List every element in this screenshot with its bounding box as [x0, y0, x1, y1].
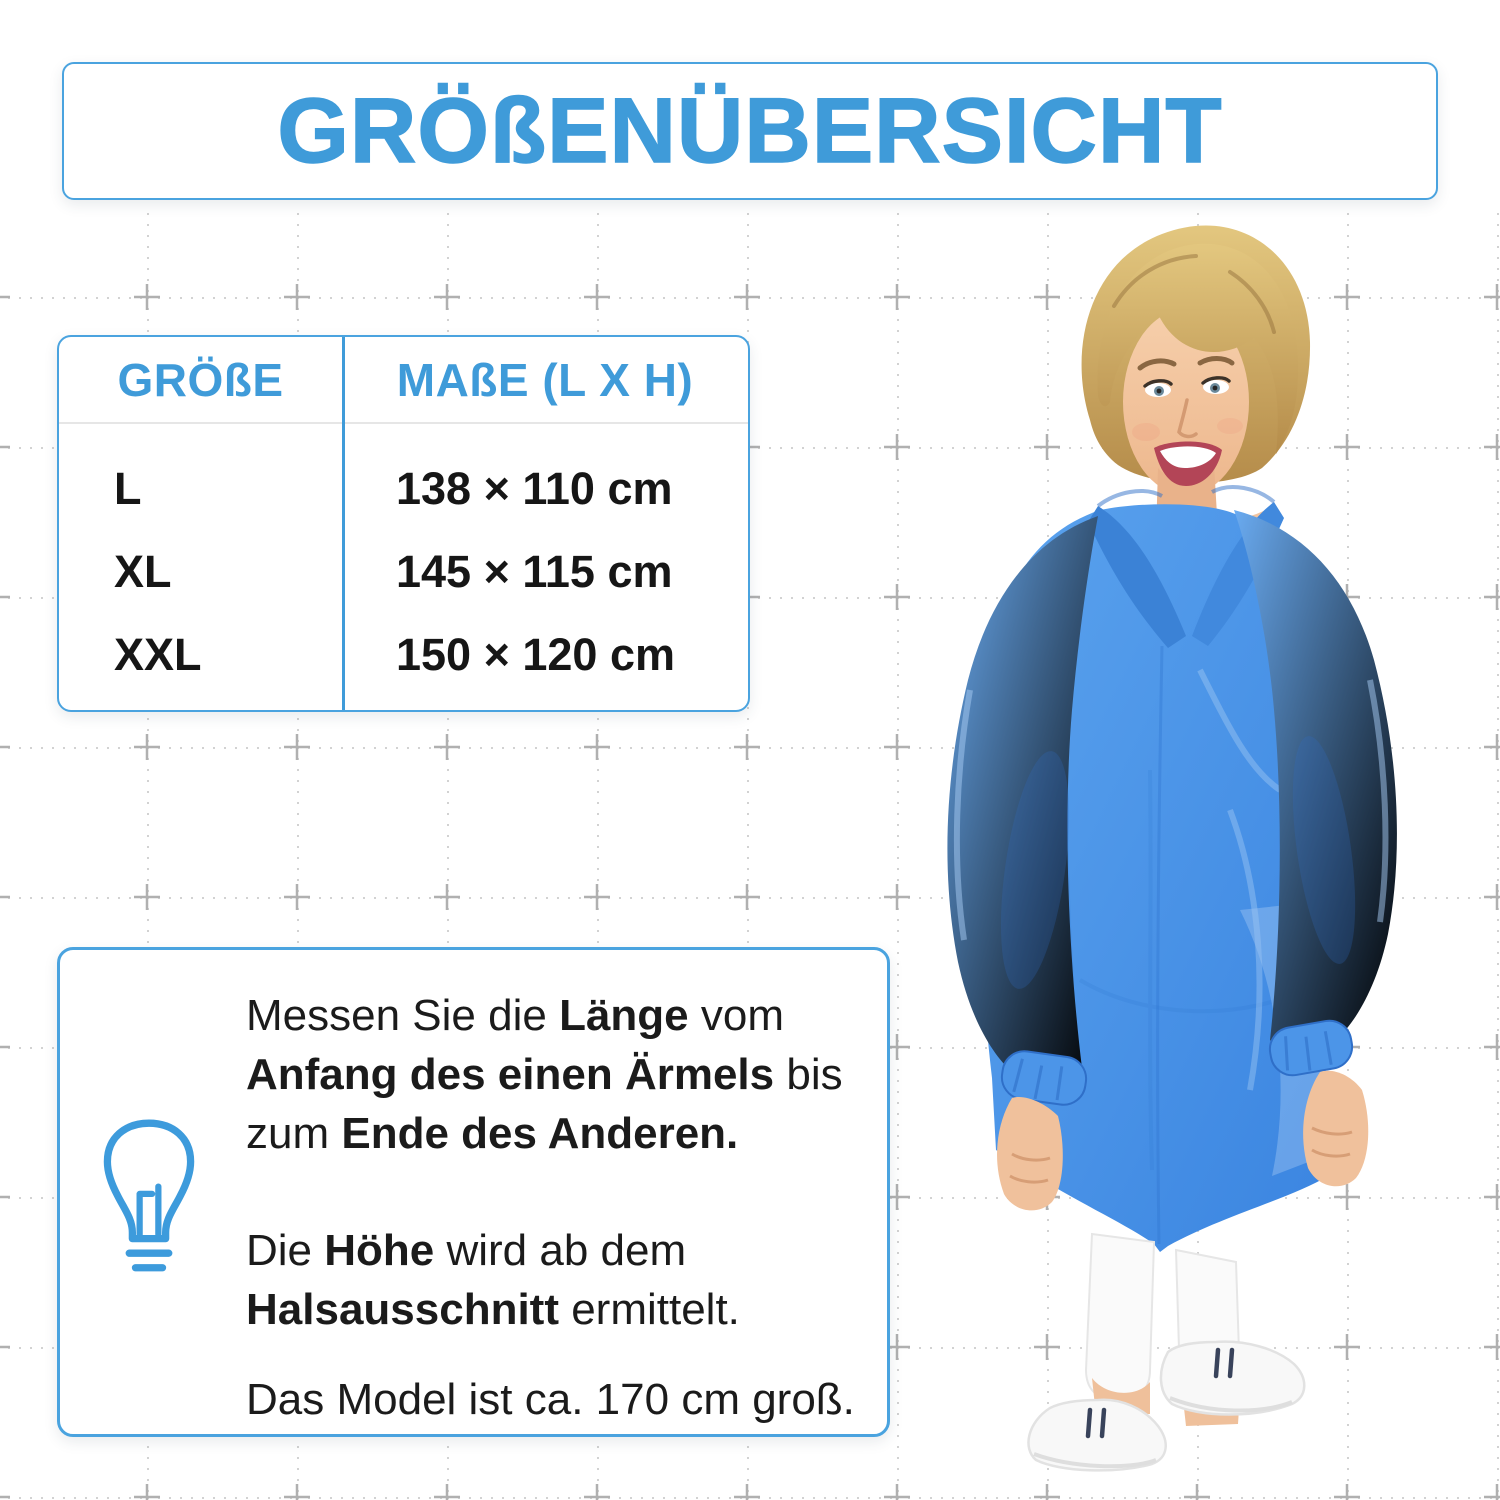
tip-line: zum Ende des Anderen.: [246, 1109, 739, 1158]
size-table: [57, 335, 750, 712]
table-row: [59, 613, 748, 697]
page-title: GRÖßENÜBERSICHT: [277, 79, 1223, 182]
header-separator: [59, 422, 748, 424]
measuring-tip-box: [57, 947, 890, 1437]
size-cell: XXL: [114, 629, 202, 680]
size-table-header: [59, 337, 748, 422]
column-header-size: GRÖßE: [117, 353, 284, 406]
model-photo: [900, 210, 1480, 1500]
tip-text: [246, 986, 886, 1429]
size-cell: XL: [114, 546, 172, 597]
header-banner: [62, 62, 1438, 200]
model-shoes: [1028, 1342, 1304, 1471]
table-row: [59, 530, 748, 614]
size-cell: L: [114, 463, 142, 514]
tip-line: Halsausschnitt ermittelt.: [246, 1285, 740, 1334]
table-row: [59, 447, 748, 531]
tip-line: Die Höhe wird ab dem: [246, 1226, 687, 1275]
dimensions-cell: 138 × 110 cm: [396, 463, 673, 514]
tip-line: Anfang des einen Ärmels bis: [246, 1050, 843, 1099]
dimensions-cell: 150 × 120 cm: [396, 629, 675, 680]
tip-line: Das Model ist ca. 170 cm groß.: [246, 1375, 855, 1424]
tip-paragraph-model-height: [246, 1370, 886, 1429]
lightbulb-icon: [90, 1118, 208, 1274]
column-header-dimensions: MAßE (L X H): [396, 353, 694, 406]
tip-paragraph-height: [246, 1221, 886, 1339]
dimensions-cell: 145 × 115 cm: [396, 546, 673, 597]
column-divider: [342, 337, 345, 710]
tip-paragraph-length: [246, 986, 886, 1163]
tip-line: Messen Sie die Länge vom: [246, 991, 784, 1040]
